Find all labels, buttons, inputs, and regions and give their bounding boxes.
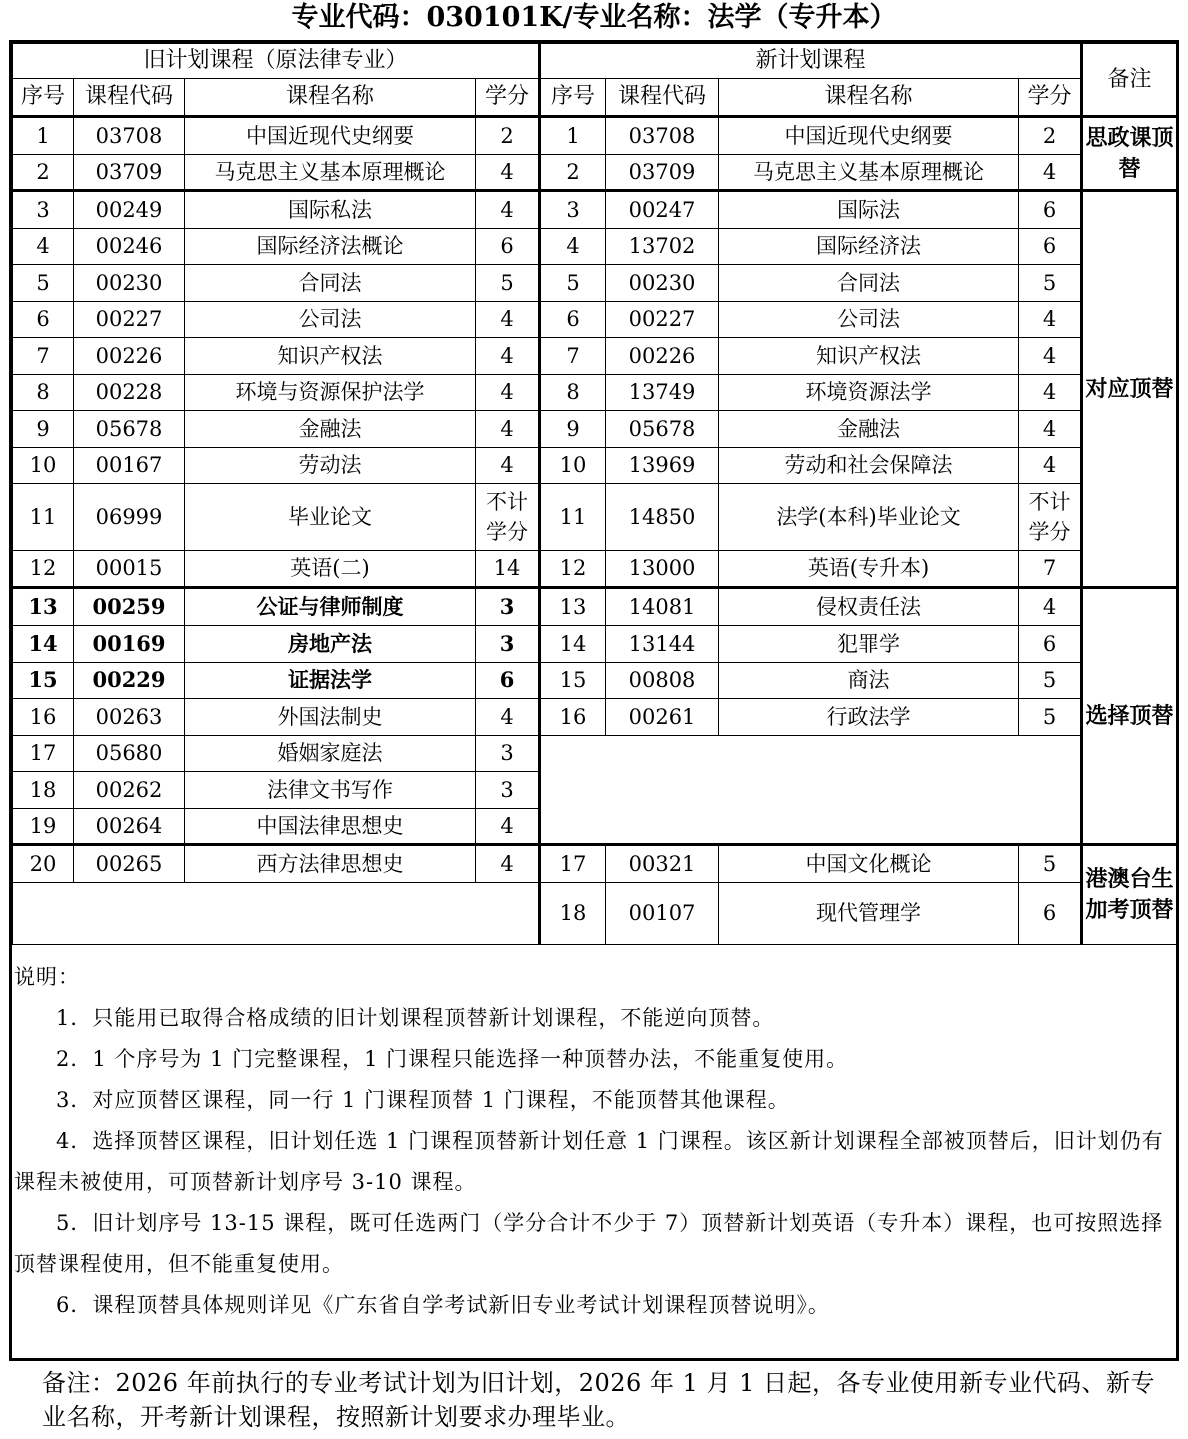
new-name: 侵权责任法 — [719, 588, 1019, 626]
old-name: 中国近现代史纲要 — [185, 117, 476, 155]
new-credit-header: 学分 — [1019, 79, 1082, 117]
old-seq: 3 — [13, 191, 74, 229]
new-seq: 2 — [540, 155, 606, 191]
old-code: 00228 — [74, 375, 185, 411]
new-name: 马克思主义基本原理概论 — [719, 155, 1019, 191]
group-note-corresponding: 对应顶替 — [1082, 191, 1177, 588]
old-code: 00246 — [74, 229, 185, 265]
old-name: 劳动法 — [185, 448, 476, 484]
old-seq: 1 — [13, 117, 74, 155]
table-row — [13, 663, 1177, 699]
new-name: 合同法 — [719, 265, 1019, 302]
table-row — [13, 155, 1177, 191]
old-code: 00229 — [74, 663, 185, 699]
old-credit: 2 — [476, 117, 540, 155]
old-code: 00226 — [74, 338, 185, 375]
old-code: 00169 — [74, 626, 185, 663]
old-code: 00262 — [74, 772, 185, 809]
old-seq: 15 — [13, 663, 74, 699]
old-code: 00264 — [74, 809, 185, 845]
table-row — [13, 375, 1177, 411]
new-name: 金融法 — [719, 411, 1019, 448]
new-seq: 14 — [540, 626, 606, 663]
old-seq: 5 — [13, 265, 74, 302]
old-credit: 4 — [476, 302, 540, 338]
old-seq: 9 — [13, 411, 74, 448]
new-seq: 5 — [540, 265, 606, 302]
old-name: 婚姻家庭法 — [185, 736, 476, 772]
old-seq: 14 — [13, 626, 74, 663]
table-row — [13, 588, 1177, 626]
old-name: 证据法学 — [185, 663, 476, 699]
old-credit: 6 — [476, 663, 540, 699]
old-seq-header: 序号 — [13, 79, 74, 117]
new-code: 13702 — [606, 229, 719, 265]
explanation-item: 4．选择顶替区课程，旧计划任选 1 门课程顶替新计划任意 1 门课程。该区新计划课程全部被顶替后，旧计划仍有课程未被使用，可顶替新计划序号 3-10 课程。 — [14, 1129, 1164, 1194]
explanation-section — [14, 957, 1174, 1326]
old-code: 00249 — [74, 191, 185, 229]
old-credit: 4 — [476, 191, 540, 229]
old-seq: 17 — [13, 736, 74, 772]
old-name: 国际经济法概论 — [185, 229, 476, 265]
new-name: 法学(本科)毕业论文 — [719, 484, 1019, 551]
old-name: 马克思主义基本原理概论 — [185, 155, 476, 191]
new-credit: 6 — [1019, 883, 1082, 945]
new-seq: 17 — [540, 845, 606, 883]
new-name: 中国文化概论 — [719, 845, 1019, 883]
new-code: 00247 — [606, 191, 719, 229]
new-code: 03709 — [606, 155, 719, 191]
new-seq-header: 序号 — [540, 79, 606, 117]
old-code: 00015 — [74, 551, 185, 588]
new-code: 05678 — [606, 411, 719, 448]
new-name-header: 课程名称 — [719, 79, 1019, 117]
old-credit: 4 — [476, 699, 540, 736]
new-code: 13969 — [606, 448, 719, 484]
old-credit: 4 — [476, 448, 540, 484]
old-seq: 12 — [13, 551, 74, 588]
table-row — [13, 229, 1177, 265]
old-credit: 3 — [476, 772, 540, 809]
group-note-ideology: 思政课顶替 — [1082, 117, 1177, 191]
new-credit: 4 — [1019, 448, 1082, 484]
page-title: 专业代码：030101K/专业名称：法学（专升本） — [291, 2, 897, 33]
old-credit: 3 — [476, 626, 540, 663]
old-name: 外国法制史 — [185, 699, 476, 736]
old-code: 00167 — [74, 448, 185, 484]
new-name: 犯罪学 — [719, 626, 1019, 663]
old-credit: 4 — [476, 411, 540, 448]
group-note-hmt: 港澳台生加考顶替 — [1082, 845, 1177, 945]
table-row — [13, 484, 1177, 551]
old-code: 00259 — [74, 588, 185, 626]
new-credit: 5 — [1019, 265, 1082, 302]
old-credit: 4 — [476, 375, 540, 411]
old-name: 公证与律师制度 — [185, 588, 476, 626]
new-credit: 7 — [1019, 551, 1082, 588]
old-credit: 不计学分 — [476, 484, 540, 551]
new-seq: 11 — [540, 484, 606, 551]
new-code: 14081 — [606, 588, 719, 626]
explanation-item: 3．对应顶替区课程，同一行 1 门课程顶替 1 门课程，不能顶替其他课程。 — [56, 1088, 790, 1112]
new-seq: 16 — [540, 699, 606, 736]
old-name: 金融法 — [185, 411, 476, 448]
old-code: 00227 — [74, 302, 185, 338]
new-credit: 6 — [1019, 229, 1082, 265]
new-name: 英语(专升本) — [719, 551, 1019, 588]
old-code: 00230 — [74, 265, 185, 302]
new-name: 知识产权法 — [719, 338, 1019, 375]
old-credit: 4 — [476, 155, 540, 191]
new-seq: 1 — [540, 117, 606, 155]
new-code: 00808 — [606, 663, 719, 699]
new-seq: 4 — [540, 229, 606, 265]
table-row — [13, 883, 1177, 945]
old-seq: 4 — [13, 229, 74, 265]
old-seq: 13 — [13, 588, 74, 626]
old-code: 05678 — [74, 411, 185, 448]
old-name: 知识产权法 — [185, 338, 476, 375]
explanation-item: 1．只能用已取得合格成绩的旧计划课程顶替新计划课程，不能逆向顶替。 — [56, 1006, 775, 1030]
old-name: 英语(二) — [185, 551, 476, 588]
new-name: 行政法学 — [719, 699, 1019, 736]
table-row — [13, 845, 1177, 883]
old-credit: 4 — [476, 809, 540, 845]
old-seq: 7 — [13, 338, 74, 375]
new-credit: 4 — [1019, 338, 1082, 375]
old-credit: 4 — [476, 338, 540, 375]
new-seq: 7 — [540, 338, 606, 375]
new-code: 13144 — [606, 626, 719, 663]
new-name: 现代管理学 — [719, 883, 1019, 945]
old-name: 中国法律思想史 — [185, 809, 476, 845]
new-name: 中国近现代史纲要 — [719, 117, 1019, 155]
new-name: 环境资源法学 — [719, 375, 1019, 411]
remark-header: 备注 — [1082, 44, 1177, 117]
old-seq: 16 — [13, 699, 74, 736]
new-credit: 5 — [1019, 663, 1082, 699]
table-row — [13, 699, 1177, 736]
empty-old-cell — [13, 883, 540, 945]
new-name: 国际法 — [719, 191, 1019, 229]
new-seq: 3 — [540, 191, 606, 229]
new-seq: 15 — [540, 663, 606, 699]
old-credit: 6 — [476, 229, 540, 265]
old-name: 合同法 — [185, 265, 476, 302]
new-credit: 4 — [1019, 375, 1082, 411]
old-credit: 14 — [476, 551, 540, 588]
old-code-header: 课程代码 — [74, 79, 185, 117]
table-row — [13, 626, 1177, 663]
new-seq: 18 — [540, 883, 606, 945]
old-name: 公司法 — [185, 302, 476, 338]
old-code: 00265 — [74, 845, 185, 883]
explanation-item: 5．旧计划序号 13-15 课程，既可任选两门（学分合计不少于 7）顶替新计划英语（专升本）课程，也可按照选择顶替课程使用，但不能重复使用。 — [14, 1211, 1164, 1276]
new-name: 劳动和社会保障法 — [719, 448, 1019, 484]
new-code: 03708 — [606, 117, 719, 155]
old-code: 00263 — [74, 699, 185, 736]
table-row — [13, 411, 1177, 448]
new-code: 00107 — [606, 883, 719, 945]
new-credit: 2 — [1019, 117, 1082, 155]
old-credit: 4 — [476, 845, 540, 883]
table-row — [13, 736, 1177, 772]
table-row — [13, 551, 1177, 588]
old-code: 03709 — [74, 155, 185, 191]
old-code: 06999 — [74, 484, 185, 551]
new-name: 公司法 — [719, 302, 1019, 338]
new-seq: 10 — [540, 448, 606, 484]
old-seq: 8 — [13, 375, 74, 411]
old-name: 法律文书写作 — [185, 772, 476, 809]
new-code: 00226 — [606, 338, 719, 375]
new-credit: 不计学分 — [1019, 484, 1082, 551]
old-name-header: 课程名称 — [185, 79, 476, 117]
new-code: 13749 — [606, 375, 719, 411]
new-credit: 4 — [1019, 302, 1082, 338]
new-code: 14850 — [606, 484, 719, 551]
old-credit-header: 学分 — [476, 79, 540, 117]
table-row — [13, 338, 1177, 375]
old-seq: 10 — [13, 448, 74, 484]
new-code: 13000 — [606, 551, 719, 588]
table-row — [13, 448, 1177, 484]
new-code-header: 课程代码 — [606, 79, 719, 117]
old-seq: 11 — [13, 484, 74, 551]
old-seq: 6 — [13, 302, 74, 338]
new-credit: 6 — [1019, 191, 1082, 229]
new-credit: 4 — [1019, 155, 1082, 191]
table-row — [13, 265, 1177, 302]
new-plan-header: 新计划课程 — [540, 44, 1082, 79]
new-credit: 5 — [1019, 845, 1082, 883]
new-code: 00261 — [606, 699, 719, 736]
new-seq: 13 — [540, 588, 606, 626]
old-code: 03708 — [74, 117, 185, 155]
old-credit: 5 — [476, 265, 540, 302]
empty-new-cell — [540, 736, 1082, 845]
new-credit: 4 — [1019, 411, 1082, 448]
explanation-item: 2．1 个序号为 1 门完整课程，1 门课程只能选择一种顶替办法，不能重复使用。 — [56, 1047, 849, 1071]
new-name: 商法 — [719, 663, 1019, 699]
old-credit: 3 — [476, 588, 540, 626]
table-row — [13, 191, 1177, 229]
old-name: 房地产法 — [185, 626, 476, 663]
new-seq: 8 — [540, 375, 606, 411]
table-row — [13, 117, 1177, 155]
new-credit: 6 — [1019, 626, 1082, 663]
new-code: 00227 — [606, 302, 719, 338]
new-credit: 4 — [1019, 588, 1082, 626]
explanation-heading: 说明： — [14, 965, 80, 989]
old-seq: 20 — [13, 845, 74, 883]
old-credit: 3 — [476, 736, 540, 772]
footer-note: 备注：2026 年前执行的专业考试计划为旧计划，2026 年 1 月 1 日起，各专业使用新专业代码、新专业名称，开考新计划课程，按照新计划要求办理毕业。 — [42, 1369, 1155, 1431]
old-name: 西方法律思想史 — [185, 845, 476, 883]
old-name: 环境与资源保护法学 — [185, 375, 476, 411]
old-code: 05680 — [74, 736, 185, 772]
table-row — [13, 302, 1177, 338]
old-name: 毕业论文 — [185, 484, 476, 551]
old-seq: 2 — [13, 155, 74, 191]
new-seq: 6 — [540, 302, 606, 338]
group-note-selective: 选择顶替 — [1082, 588, 1177, 845]
new-name: 国际经济法 — [719, 229, 1019, 265]
new-code: 00230 — [606, 265, 719, 302]
course-substitution-table — [12, 43, 1177, 945]
old-seq: 18 — [13, 772, 74, 809]
new-credit: 5 — [1019, 699, 1082, 736]
old-plan-header: 旧计划课程（原法律专业） — [13, 44, 540, 79]
new-seq: 9 — [540, 411, 606, 448]
new-seq: 12 — [540, 551, 606, 588]
old-seq: 19 — [13, 809, 74, 845]
explanation-item: 6．课程顶替具体规则详见《广东省自学考试新旧专业考试计划课程顶替说明》。 — [56, 1293, 830, 1317]
new-code: 00321 — [606, 845, 719, 883]
old-name: 国际私法 — [185, 191, 476, 229]
